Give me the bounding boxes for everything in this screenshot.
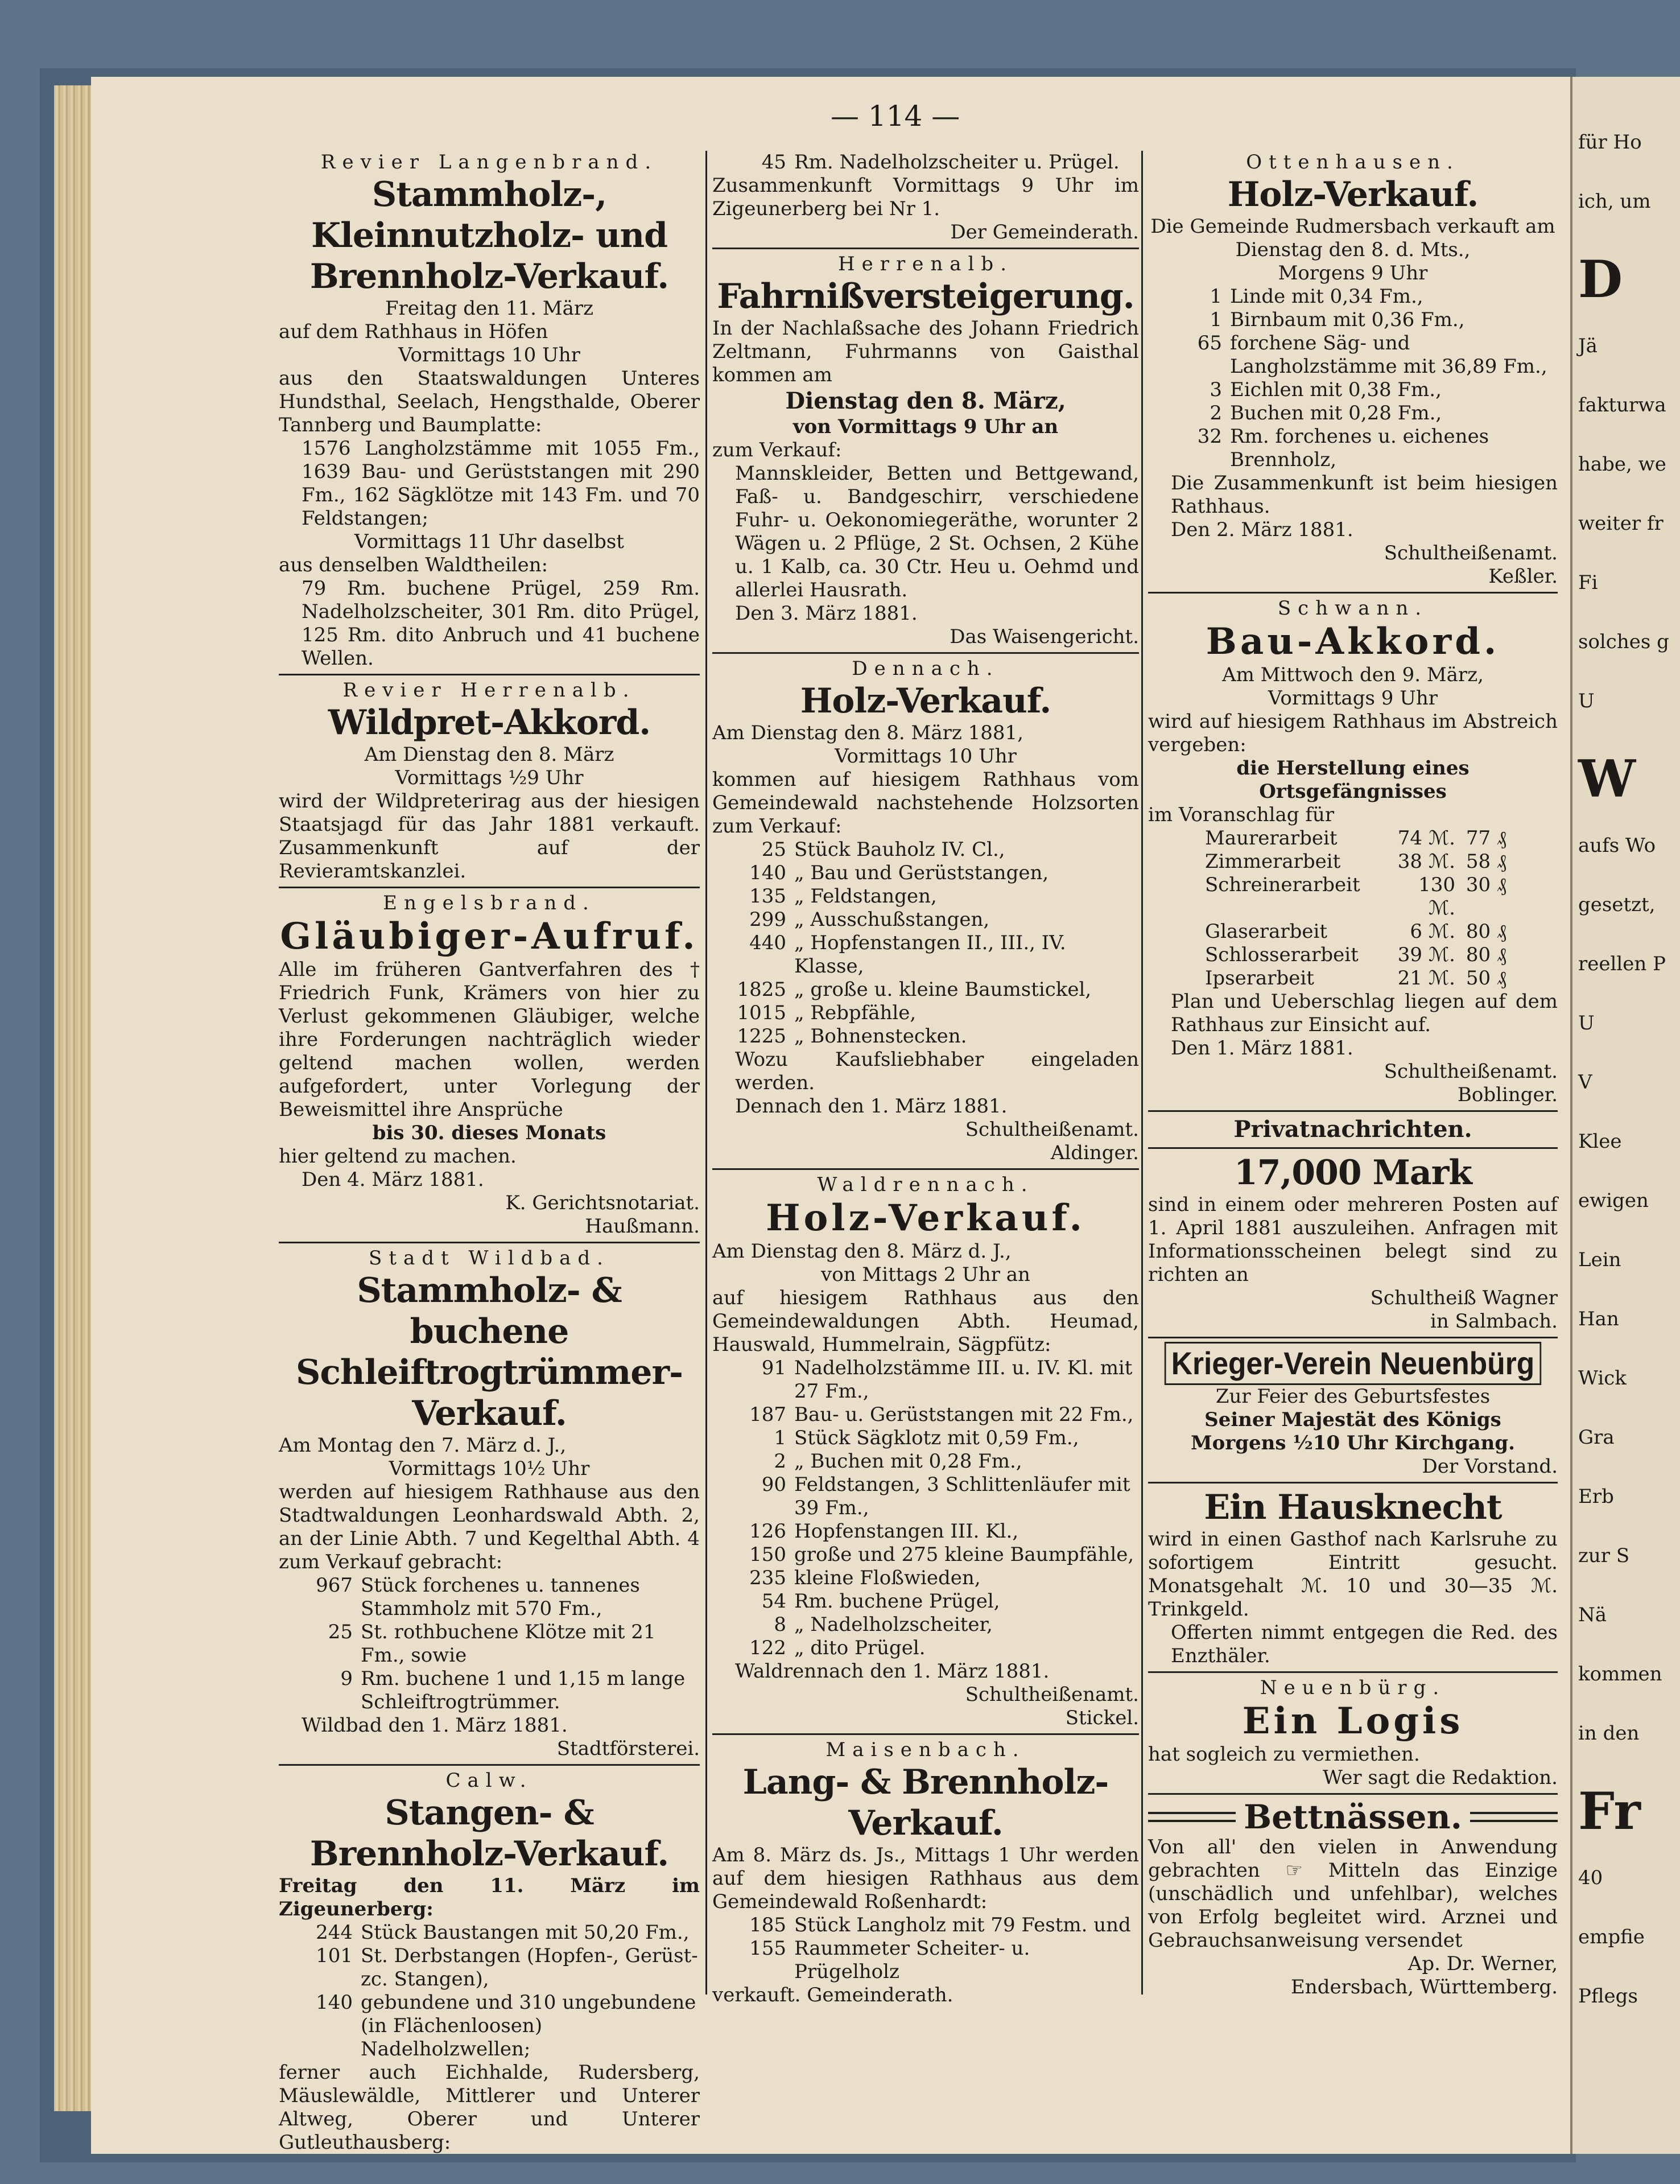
text-line: Vormittags 9 Uhr bbox=[1268, 687, 1438, 710]
ad-headline: Stangen- & Brennholz-Verkauf. bbox=[309, 1793, 669, 1874]
text-paragraph: hat sogleich zu vermiethen. bbox=[1148, 1743, 1420, 1766]
item-description: Eichlen mit 0,38 Fm., bbox=[1230, 378, 1442, 401]
place-name: Herrenalb. bbox=[837, 253, 1013, 275]
text-paragraph: Den 2. März 1881. bbox=[1171, 518, 1353, 541]
item-quantity: 2 bbox=[1210, 402, 1222, 425]
ad-headline: Holz-Verkauf. bbox=[766, 1197, 1085, 1239]
facing-page-fragment: Erb bbox=[1578, 1485, 1614, 1508]
cost-item: Glaserarbeit bbox=[1205, 920, 1328, 943]
cost-pfennig: 58 ₰ bbox=[1466, 850, 1506, 873]
cost-row bbox=[1148, 850, 1558, 873]
cost-mark: 21 ℳ. bbox=[1397, 967, 1455, 990]
ad-headline: 17,000 Mark bbox=[1234, 1153, 1472, 1193]
ad-banner bbox=[1148, 1798, 1558, 1836]
ad-banner: Krieger-Verein Neuenbürg bbox=[1165, 1342, 1541, 1385]
item-quantity: 967 bbox=[316, 1574, 353, 1597]
item-quantity: 3 bbox=[1210, 378, 1222, 401]
signature-line: Boblinger. bbox=[1457, 1083, 1558, 1106]
cost-row bbox=[1148, 920, 1558, 943]
cost-item: Schlosserarbeit bbox=[1205, 943, 1359, 966]
place-name: Revier Herrenalb. bbox=[342, 679, 636, 702]
text-paragraph: Am Dienstag den 8. März d. J., bbox=[712, 1240, 1012, 1263]
rule bbox=[1148, 1671, 1558, 1673]
item-quantity: 185 bbox=[749, 1914, 786, 1936]
rule bbox=[279, 887, 700, 888]
item-row bbox=[1148, 425, 1558, 472]
text-paragraph: auf dem Rathhaus in Höfen bbox=[279, 320, 548, 343]
item-row bbox=[1148, 378, 1558, 402]
item-quantity: 101 bbox=[316, 1944, 353, 1967]
facing-page-fragment: 40 bbox=[1578, 1866, 1603, 1889]
facing-page-fragment: kommen bbox=[1578, 1663, 1662, 1686]
text-line: Vormittags ½9 Uhr bbox=[395, 767, 584, 789]
item-description: „ Nadelholzscheiter, bbox=[794, 1613, 993, 1636]
rule bbox=[1148, 592, 1558, 594]
cost-pfennig: 50 ₰ bbox=[1466, 967, 1506, 990]
item-description: „ Hopfenstangen II., III., IV. Klasse, bbox=[794, 932, 1066, 978]
ad-headline: Stammholz- & buchene Schleiftrogtrümmer-Verkauf. bbox=[296, 1271, 683, 1433]
section-heading: Dienstag den 8. März, bbox=[785, 388, 1066, 414]
item-description: St. rothbuchene Klötze mit 21 Fm., sowie bbox=[361, 1621, 656, 1667]
facing-page-fragment: U bbox=[1578, 1012, 1595, 1035]
text-paragraph: aus denselben Waldtheilen: bbox=[279, 554, 548, 576]
item-quantity: 1825 bbox=[737, 978, 786, 1001]
item-row bbox=[279, 1991, 700, 2061]
cost-mark: 39 ℳ. bbox=[1397, 943, 1455, 966]
item-description: „ dito Prügel. bbox=[794, 1637, 926, 1659]
signature-line: Das Waisengericht. bbox=[950, 625, 1139, 648]
item-quantity: 1015 bbox=[737, 1002, 786, 1024]
place-name: Schwann. bbox=[1277, 597, 1429, 620]
item-quantity: 1 bbox=[774, 1427, 786, 1449]
rule bbox=[712, 248, 1139, 249]
item-quantity: 244 bbox=[316, 1921, 353, 1944]
item-description: Stück Baustangen mit 50,20 Fm., bbox=[361, 1921, 690, 1944]
facing-page-fragment: fakturwa bbox=[1578, 394, 1666, 417]
place-name: Calw. bbox=[445, 1769, 533, 1792]
item-row bbox=[712, 978, 1139, 1002]
text-paragraph: kommen auf hiesigem Rathhaus vom Gemeindewald nachstehende Holzsorten zum Verkauf: bbox=[712, 768, 1139, 838]
text-line-bold: von Vormittags 9 Uhr an bbox=[792, 415, 1059, 438]
text-line: Vormittags 11 Uhr daselbst bbox=[354, 530, 624, 553]
column-2 bbox=[712, 151, 1139, 2007]
item-row bbox=[712, 908, 1139, 932]
text-paragraph: verkauft. Gemeinderath. bbox=[712, 1984, 953, 2006]
cost-mark: 74 ℳ. bbox=[1397, 827, 1455, 850]
text-line: Freitag den 11. März bbox=[385, 297, 594, 320]
facing-page-fragment: habe, we bbox=[1578, 453, 1666, 476]
text-paragraph: Von all' den vielen in Anwendung gebrachten ☞ Mitteln das Einzige (unschädlich und unfehlbar), welches von Erfolg begleitet wird. Arznei und Gebrauchsanweisung versendet bbox=[1148, 1836, 1558, 1952]
ad-headline: Lang- & Brennholz-Verkauf. bbox=[742, 1762, 1109, 1843]
item-row bbox=[712, 1450, 1139, 1473]
item-quantity: 140 bbox=[749, 862, 786, 884]
text-paragraph: werden auf hiesigem Rathhause aus den Stadtwaldungen Leonhardswald Abth. 2, an der Linie Abth. 7 und Kegelthal Abth. 4 zum Verkauf gebracht: bbox=[279, 1481, 700, 1573]
item-description: Rm. forchenes u. eichenes Brennholz, bbox=[1230, 425, 1489, 471]
item-description: „ Bohnenstecken. bbox=[794, 1025, 967, 1048]
item-description: „ Rebpfähle, bbox=[794, 1002, 917, 1024]
facing-page-fragment: Wick bbox=[1578, 1367, 1627, 1390]
text-paragraph: wird der Wildpreterirag aus der hiesigen Staatsjagd für das Jahr 1881 verkauft. Zusammenkunft auf der Revieramtskanzlei. bbox=[279, 790, 700, 883]
item-row bbox=[712, 1914, 1139, 1937]
facing-page-fragment: ewigen bbox=[1578, 1189, 1649, 1212]
signature-line: Schultheißenamt. bbox=[965, 1683, 1139, 1706]
place-name: Stadt Wildbad. bbox=[369, 1247, 610, 1270]
decorative-bar bbox=[1148, 1812, 1236, 1822]
item-description: „ Buchen mit 0,28 Fm., bbox=[794, 1450, 1022, 1473]
ad-headline: Holz-Verkauf. bbox=[1227, 175, 1479, 215]
item-quantity: 126 bbox=[749, 1520, 786, 1543]
item-row bbox=[712, 1473, 1139, 1520]
rule bbox=[279, 1242, 700, 1243]
text-paragraph: Mannskleider, Betten und Bettgewand, Faß- u. Bandgeschirr, verschiedene Fuhr- u. Oekonomiegeräthe, worunter 2 Wägen u. 2 Pflüge, 2 St. Ochsen, 2 Kühe u. 1 Kalb, ca. 30 Ctr. Heu u. Oehmd und allerlei Hausrath. bbox=[735, 462, 1139, 601]
item-quantity: 25 bbox=[328, 1621, 353, 1643]
text-paragraph: auf hiesigem Rathhaus aus den Gemeindewaldungen Abth. Heumad, Hauswald, Hummelrain, Sägpfütz: bbox=[712, 1287, 1139, 1356]
cost-mark: 130 ℳ. bbox=[1418, 873, 1455, 920]
place-name: Revier Langenbrand. bbox=[320, 151, 658, 174]
text-paragraph: Waldrennach den 1. März 1881. bbox=[735, 1660, 1050, 1683]
item-quantity: 440 bbox=[749, 932, 786, 954]
text-line: Zur Feier des Geburtsfestes bbox=[1215, 1385, 1491, 1408]
cost-item: Zimmerarbeit bbox=[1205, 850, 1341, 873]
facing-page-fragment: V bbox=[1578, 1071, 1592, 1094]
signature-line: Endersbach, Württemberg. bbox=[1290, 1976, 1558, 1998]
text-paragraph: wird in einen Gasthof nach Karlsruhe zu sofortigem Eintritt gesucht. Monatsgehalt ℳ. 10 und 30—35 ℳ. Trinkgeld. bbox=[1148, 1528, 1558, 1621]
facing-page-fragment: Jä bbox=[1578, 335, 1598, 357]
item-description: „ Ausschußstangen, bbox=[794, 908, 990, 931]
facing-page-fragment: Han bbox=[1578, 1308, 1619, 1330]
item-description: „ Bau und Gerüststangen, bbox=[794, 862, 1049, 884]
place-name: Ottenhausen. bbox=[1246, 151, 1460, 174]
facing-page-fragment: U bbox=[1578, 690, 1595, 712]
cost-pfennig: 30 ₰ bbox=[1466, 873, 1506, 896]
ad-headline: Holz-Verkauf. bbox=[800, 681, 1051, 721]
text-line: Vormittags 10 Uhr bbox=[835, 745, 1017, 768]
facing-page-fragment: Nä bbox=[1578, 1604, 1607, 1626]
signature-line: Wer sagt die Redaktion. bbox=[1323, 1766, 1558, 1789]
item-quantity: 65 bbox=[1197, 332, 1222, 355]
text-line-bold: die Herstellung eines Ortsgefängnisses bbox=[1236, 757, 1470, 803]
cost-mark: 6 ℳ. bbox=[1410, 920, 1455, 943]
item-row bbox=[1148, 402, 1558, 425]
ad-headline: Ein Logis bbox=[1242, 1700, 1464, 1742]
item-description: „ Feldstangen, bbox=[794, 885, 937, 908]
item-description: Stück Sägklotz mit 0,59 Fm., bbox=[794, 1427, 1079, 1449]
column-3 bbox=[1148, 151, 1558, 1999]
text-line-bold: bis 30. dieses Monats bbox=[372, 1122, 606, 1144]
text-paragraph: Plan und Ueberschlag liegen auf dem Rathhaus zur Einsicht auf. bbox=[1171, 990, 1558, 1036]
item-row bbox=[712, 1357, 1139, 1403]
column-rule-1 bbox=[705, 151, 707, 1995]
place-name: Engelsbrand. bbox=[383, 892, 596, 914]
signature-line: Der Gemeinderath. bbox=[950, 221, 1139, 244]
item-row bbox=[712, 862, 1139, 885]
text-paragraph: Am 8. März ds. Js., Mittags 1 Uhr werden auf dem hiesigen Rathhaus aus dem Gemeindewald Roßenhardt: bbox=[712, 1844, 1139, 1913]
facing-page-fragment: Fr bbox=[1578, 1781, 1641, 1841]
item-description: gebundene und 310 ungebundene (in Flächenloosen) Nadelholzwellen; bbox=[361, 1991, 696, 2061]
item-description: Stück Bauholz IV. Cl., bbox=[794, 838, 1005, 861]
text-line-bold: Morgens ½10 Uhr Kirchgang. bbox=[1191, 1432, 1515, 1454]
facing-page bbox=[1570, 77, 1680, 2154]
item-row bbox=[1148, 332, 1558, 378]
text-paragraph: Am Dienstag den 8. März 1881, bbox=[712, 722, 1023, 744]
signature-line: Schultheißenamt. bbox=[965, 1118, 1139, 1141]
item-quantity: 150 bbox=[749, 1543, 786, 1566]
signature-line: Schultheißenamt. bbox=[1384, 542, 1558, 564]
text-paragraph: aus den Staatswaldungen Unteres Hundsthal, Seelach, Hengsthalde, Oberer Tannberg und Baumplatte: bbox=[279, 367, 700, 436]
item-quantity: 1 bbox=[1210, 285, 1222, 308]
section-heading: Privatnachrichten. bbox=[1233, 1116, 1472, 1143]
item-row bbox=[712, 838, 1139, 862]
ad-headline: Fahrnißversteigerung. bbox=[717, 277, 1134, 316]
text-line: Vormittags 10½ Uhr bbox=[389, 1457, 590, 1480]
item-description: Rm. Nadelholzscheiter u. Prügel. bbox=[794, 151, 1120, 174]
cost-row bbox=[1148, 827, 1558, 850]
item-description: Hopfenstangen III. Kl., bbox=[794, 1520, 1019, 1543]
item-quantity: 54 bbox=[761, 1590, 786, 1613]
text-paragraph: hier geltend zu machen. bbox=[279, 1145, 517, 1168]
cost-row bbox=[1148, 943, 1558, 967]
item-quantity: 45 bbox=[761, 151, 786, 174]
item-description: Stück forchenes u. tannenes Stammholz mit 570 Fm., bbox=[361, 1574, 640, 1620]
facing-page-fragment: weiter fr bbox=[1578, 512, 1664, 535]
text-paragraph: Zusammenkunft Vormittags 9 Uhr im Zigeunerberg bei Nr 1. bbox=[712, 174, 1139, 220]
item-description: „ große u. kleine Baumstickel, bbox=[794, 978, 1092, 1001]
facing-page-fragment: für Ho bbox=[1578, 131, 1642, 154]
signature-line: Ap. Dr. Werner, bbox=[1407, 1952, 1558, 1975]
signature-line: Keßler. bbox=[1488, 565, 1558, 588]
place-name: Waldrennach. bbox=[817, 1173, 1034, 1196]
text-paragraph: zum Verkauf: bbox=[712, 439, 842, 461]
item-quantity: 1 bbox=[1210, 308, 1222, 331]
text-paragraph: Alle im früheren Gantverfahren des † Friedrich Funk, Krämers von hier zu Verlust gekommenen Gläubiger, welche ihre Forderungen nachträglich wieder geltend machen wollen, werden aufgefordert, unter Vorlegung der Beweismittel ihre Ansprüche bbox=[279, 958, 700, 1121]
text-paragraph: Wozu Kaufsliebhaber eingeladen werden. bbox=[735, 1048, 1139, 1094]
rule bbox=[279, 1764, 700, 1766]
item-row bbox=[712, 1567, 1139, 1590]
item-row bbox=[712, 1403, 1139, 1427]
item-description: kleine Floßwieden, bbox=[794, 1567, 981, 1589]
text-line: Vormittags 10 Uhr bbox=[398, 344, 580, 366]
text-paragraph: Dennach den 1. März 1881. bbox=[735, 1095, 1008, 1118]
text-paragraph: Offerten nimmt entgegen die Red. des Enzthäler. bbox=[1171, 1621, 1558, 1667]
rule bbox=[1148, 1337, 1558, 1338]
page-number: — 114 — bbox=[831, 100, 960, 133]
ad-headline: Ein Hausknecht bbox=[1204, 1487, 1502, 1527]
signature-line: Der Vorstand. bbox=[1422, 1455, 1558, 1478]
item-row bbox=[712, 1520, 1139, 1543]
ad-headline: Stammholz-, Kleinnutzholz- und Brennholz-Verkauf. bbox=[309, 175, 669, 296]
ad-headline: Bettnässen. bbox=[1244, 1798, 1462, 1836]
rule bbox=[712, 1733, 1139, 1735]
item-quantity: 25 bbox=[761, 838, 786, 861]
rule bbox=[1148, 1110, 1558, 1112]
facing-page-fragment: Fi bbox=[1578, 571, 1598, 594]
item-row bbox=[712, 1937, 1139, 1984]
item-quantity: 155 bbox=[749, 1937, 786, 1960]
facing-page-fragment: Pflegs bbox=[1578, 1985, 1638, 2008]
signature-line: K. Gerichtsnotariat. bbox=[505, 1192, 700, 1214]
rule bbox=[712, 652, 1139, 654]
item-quantity: 140 bbox=[316, 1991, 353, 2014]
ad-headline: Bau-Akkord. bbox=[1206, 620, 1500, 663]
cost-pfennig: 77 ₰ bbox=[1466, 827, 1506, 850]
signature-line: Schultheißenamt. bbox=[1384, 1060, 1558, 1083]
item-description: St. Derbstangen (Hopfen-, Gerüst- zc. Stangen), bbox=[361, 1944, 698, 1991]
cost-pfennig: 80 ₰ bbox=[1466, 943, 1506, 966]
facing-page-fragment: reellen P bbox=[1578, 953, 1666, 975]
item-row bbox=[712, 932, 1139, 978]
item-description: Buchen mit 0,28 Fm., bbox=[1230, 402, 1442, 425]
cost-row bbox=[1148, 967, 1558, 990]
item-row bbox=[712, 1613, 1139, 1637]
signature-line: Aldinger. bbox=[1050, 1142, 1139, 1164]
item-quantity: 187 bbox=[749, 1403, 786, 1426]
column-rule-2 bbox=[1141, 151, 1143, 1995]
text-paragraph: Den 3. März 1881. bbox=[735, 602, 918, 625]
text-line: Morgens 9 Uhr bbox=[1278, 262, 1428, 285]
item-description: Stück Langholz mit 79 Festm. und bbox=[794, 1914, 1131, 1936]
facing-page-fragment: W bbox=[1578, 749, 1636, 809]
item-quantity: 135 bbox=[749, 885, 786, 908]
text-paragraph: 79 Rm. buchene Prügel, 259 Rm. Nadelholzscheiter, 301 Rm. dito Prügel, 125 Rm. dito Anbruch und 41 buchene Wellen. bbox=[302, 577, 700, 670]
item-row bbox=[712, 1025, 1139, 1048]
cost-pfennig: 80 ₰ bbox=[1466, 920, 1506, 943]
item-row bbox=[1148, 308, 1558, 332]
facing-page-fragment: Klee bbox=[1578, 1130, 1622, 1153]
text-paragraph: sind in einem oder mehreren Posten auf 1. April 1881 auszuleihen. Anfragen mit Informationsscheinen belegt sind zu richten an bbox=[1148, 1193, 1558, 1286]
item-row bbox=[712, 151, 1139, 174]
text-paragraph: Den 4. März 1881. bbox=[302, 1168, 484, 1191]
item-quantity: 9 bbox=[340, 1667, 353, 1690]
facing-page-fragment: zur S bbox=[1578, 1544, 1630, 1567]
rule bbox=[1148, 1147, 1558, 1149]
cost-item: Schreinerarbeit bbox=[1205, 873, 1360, 896]
item-description: große und 275 kleine Baumpfähle, bbox=[794, 1543, 1134, 1566]
item-row bbox=[279, 1621, 700, 1667]
item-description: Linde mit 0,34 Fm., bbox=[1230, 285, 1423, 308]
signature-line: Schultheiß Wagner bbox=[1370, 1287, 1558, 1309]
item-quantity: 32 bbox=[1197, 425, 1222, 448]
item-row bbox=[712, 1427, 1139, 1450]
rule bbox=[1148, 1482, 1558, 1484]
item-quantity: 8 bbox=[774, 1613, 786, 1636]
facing-page-fragment: in den bbox=[1578, 1722, 1640, 1745]
item-quantity: 122 bbox=[749, 1637, 786, 1659]
cost-item: Maurerarbeit bbox=[1205, 827, 1338, 850]
item-row bbox=[712, 1002, 1139, 1025]
facing-page-fragment: Lein bbox=[1578, 1248, 1621, 1271]
cost-row bbox=[1148, 873, 1558, 920]
place-name: Dennach. bbox=[852, 657, 1000, 680]
text-line-bold: Seiner Majestät des Königs bbox=[1204, 1408, 1501, 1431]
item-row bbox=[712, 1637, 1139, 1660]
facing-page-fragment: gesetzt, bbox=[1578, 893, 1656, 916]
text-line: von Mittags 2 Uhr an bbox=[821, 1263, 1030, 1286]
text-paragraph: Den 1. März 1881. bbox=[1171, 1037, 1353, 1060]
ad-headline: Gläubiger-Aufruf. bbox=[280, 915, 699, 958]
column-1 bbox=[279, 151, 700, 2154]
text-paragraph: Wildbad den 1. März 1881. bbox=[302, 1714, 568, 1737]
item-quantity: 1225 bbox=[737, 1025, 786, 1048]
item-row bbox=[712, 885, 1139, 908]
place-name: Neuenbürg. bbox=[1260, 1676, 1446, 1699]
rule bbox=[1148, 1793, 1558, 1795]
item-quantity: 2 bbox=[774, 1450, 786, 1473]
text-paragraph-bold: Freitag den 11. März im Zigeunerberg: bbox=[279, 1874, 700, 1921]
facing-page-fragment: empfie bbox=[1578, 1926, 1645, 1948]
decorative-bar bbox=[1470, 1812, 1558, 1822]
text-paragraph: In der Nachlaßsache des Johann Friedrich Zeltmann, Fuhrmanns von Gaisthal kommen am bbox=[712, 317, 1139, 386]
item-row bbox=[279, 1944, 700, 1991]
item-description: Rm. buchene Prügel, bbox=[794, 1590, 1000, 1613]
item-description: Feldstangen, 3 Schlittenläufer mit 39 Fm., bbox=[794, 1473, 1130, 1519]
text-line: Die Gemeinde Rudmersbach verkauft am Dienstag den 8. d. Mts., bbox=[1150, 215, 1555, 261]
text-paragraph: Die Zusammenkunft ist beim hiesigen Rathhaus. bbox=[1171, 472, 1558, 518]
rule bbox=[712, 1168, 1139, 1170]
text-line: Am Mittwoch den 9. März, bbox=[1222, 664, 1484, 686]
signature-line: Stadtförsterei. bbox=[556, 1737, 700, 1760]
facing-page-fragment: D bbox=[1578, 249, 1623, 310]
rule bbox=[279, 674, 700, 675]
text-line: Am Dienstag den 8. März bbox=[364, 743, 614, 766]
text-paragraph: wird auf hiesigem Rathhaus im Abstreich vergeben: bbox=[1148, 710, 1558, 756]
facing-page-fragment: Gra bbox=[1578, 1426, 1615, 1449]
facing-page-fragment: ich, um bbox=[1578, 190, 1651, 213]
item-description: Raummeter Scheiter- u. Prügelholz bbox=[794, 1937, 1030, 1983]
signature-line: Haußmann. bbox=[585, 1215, 700, 1238]
place-name: Maisenbach. bbox=[825, 1738, 1026, 1761]
text-paragraph: ferner auch Eichhalde, Rudersberg, Mäuslewäldle, Mittlerer und Unterer Altweg, Oberer und Unterer Gutleuthausberg: bbox=[279, 2061, 700, 2154]
item-row bbox=[712, 1543, 1139, 1567]
signature-line: in Salmbach. bbox=[1430, 1310, 1558, 1333]
signature-line: Stickel. bbox=[1065, 1707, 1139, 1729]
item-row bbox=[1148, 285, 1558, 308]
item-description: Birnbaum mit 0,36 Fm., bbox=[1230, 308, 1465, 331]
ad-headline: Wildpret-Akkord. bbox=[328, 703, 651, 743]
cost-mark: 38 ℳ. bbox=[1397, 850, 1455, 873]
facing-page-fragment: aufs Wo bbox=[1578, 834, 1656, 857]
item-row bbox=[279, 1574, 700, 1621]
item-quantity: 299 bbox=[749, 908, 786, 931]
item-description: Rm. buchene 1 und 1,15 m lange Schleiftrogtrümmer. bbox=[361, 1667, 686, 1713]
item-row bbox=[279, 1921, 700, 1944]
item-quantity: 91 bbox=[761, 1357, 786, 1379]
item-description: Bau- u. Gerüststangen mit 22 Fm., bbox=[794, 1403, 1134, 1426]
item-description: Nadelholzstämme III. u. IV. Kl. mit 27 Fm., bbox=[794, 1357, 1133, 1403]
item-row bbox=[712, 1590, 1139, 1613]
text-paragraph: Am Montag den 7. März d. J., bbox=[279, 1434, 567, 1457]
text-paragraph: im Voranschlag für bbox=[1148, 803, 1335, 826]
item-quantity: 90 bbox=[761, 1473, 786, 1496]
item-quantity: 235 bbox=[749, 1567, 786, 1589]
item-row bbox=[279, 1667, 700, 1714]
cost-item: Ipserarbeit bbox=[1205, 967, 1314, 990]
item-description: forchene Säg- und Langholzstämme mit 36,89 Fm., bbox=[1230, 332, 1547, 378]
facing-page-fragment: solches g bbox=[1578, 631, 1669, 653]
text-paragraph: 1576 Langholzstämme mit 1055 Fm., 1639 Bau- und Gerüststangen mit 290 Fm., 162 Sägklötze mit 143 Fm. und 70 Feldstangen; bbox=[302, 437, 700, 530]
